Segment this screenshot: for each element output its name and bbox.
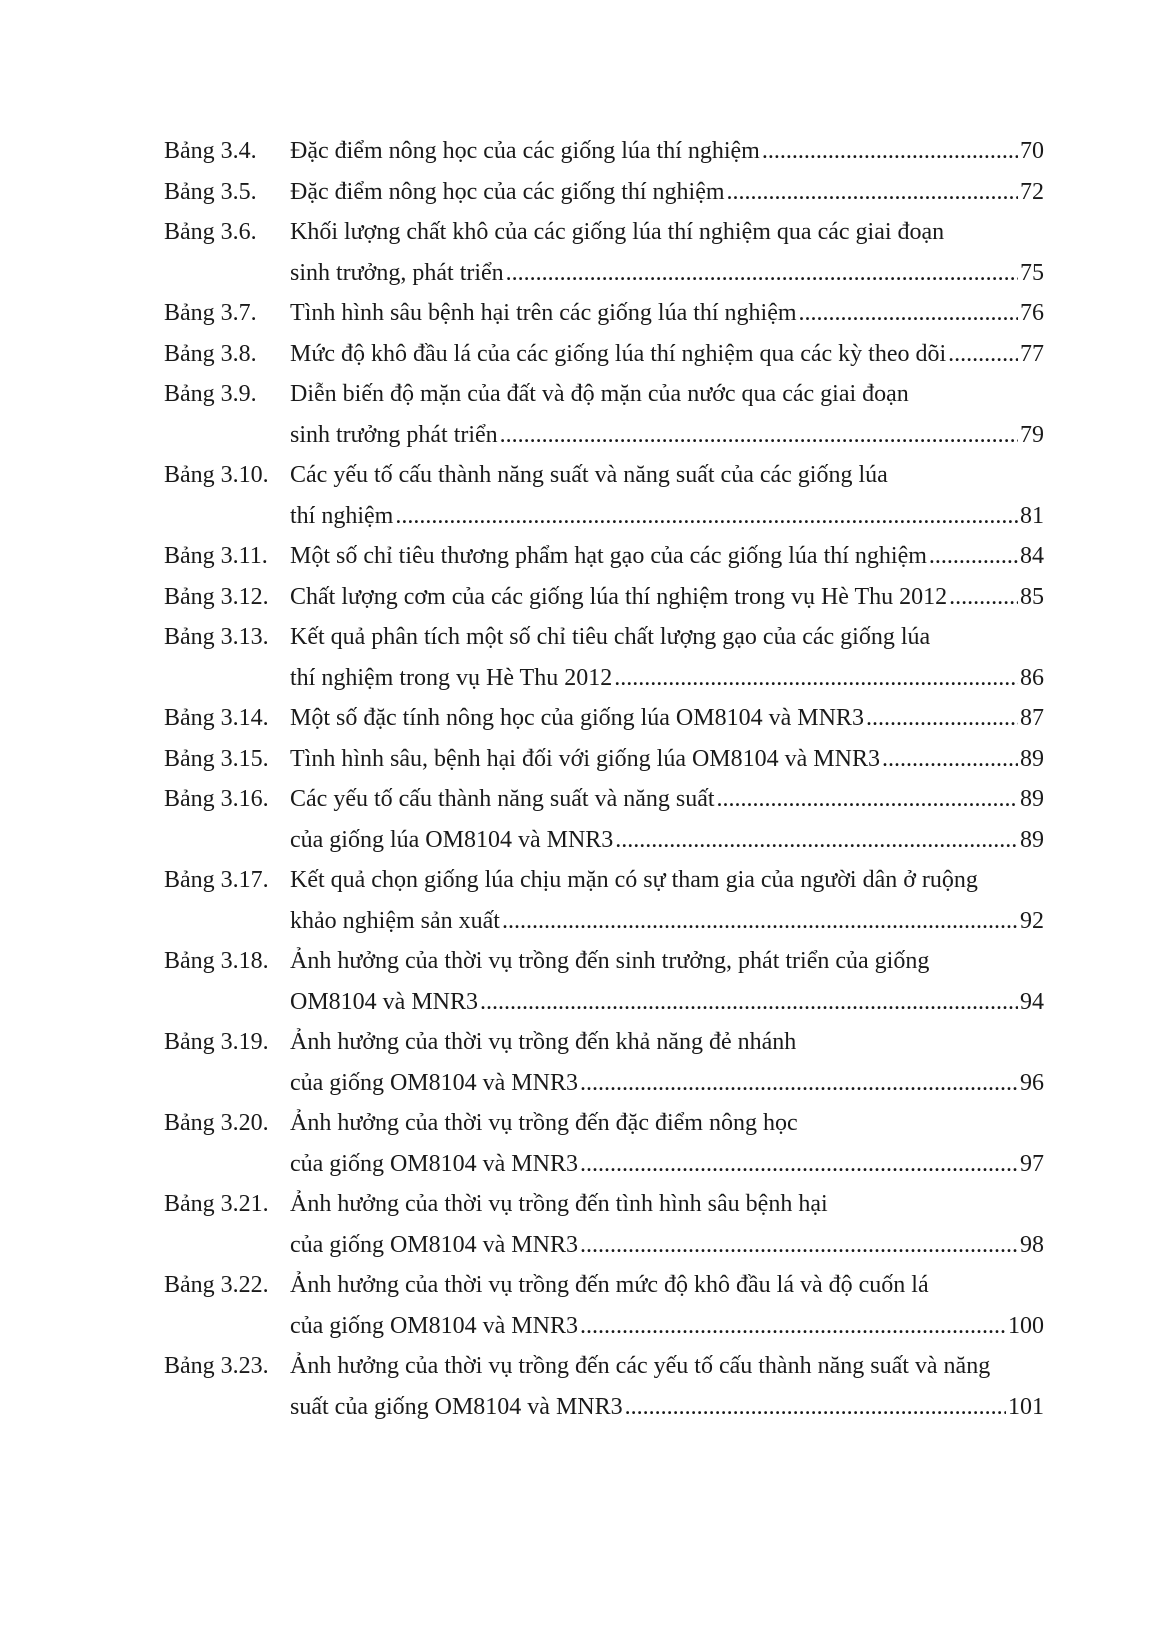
entry-line-with-page [290,253,1044,294]
entry-title: Các yếu tố cấu thành năng suất và năng suất của các giống lúa [290,462,888,488]
page-number: 100 [1008,1312,1044,1339]
entry-title: Ảnh hưởng của thời vụ trồng đến các yếu tố cấu thành năng suất và năng [290,1353,991,1379]
entry-body [290,1265,1044,1346]
page-number: 94 [1020,988,1044,1015]
entry-line-with-page [290,779,1044,820]
entry-body [290,577,1044,618]
table-number: Bảng 3.22. [164,1272,269,1298]
page-number: 89 [1020,745,1044,772]
dot-leader [615,820,1018,861]
entry-title: sinh trưởng, phát triển [290,259,504,286]
dot-leader [614,658,1018,699]
entry-line-with-page [290,131,1044,172]
entry-title: Đặc điểm nông học của các giống lúa thí nghiệm [290,138,760,164]
page-number: 81 [1020,502,1044,529]
toc-entry[interactable] [164,334,1044,375]
page-number: 84 [1020,543,1044,569]
table-number: Bảng 3.13. [164,624,269,650]
dot-leader [580,1225,1018,1266]
toc-entry[interactable] [164,860,1044,941]
dot-leader [580,1144,1018,1185]
page-number: 72 [1020,178,1044,205]
page-number: 76 [1020,300,1044,326]
dot-leader [625,1387,1006,1428]
entry-line [290,374,1044,415]
entry-body [290,617,1044,698]
entry-title: Chất lượng cơm của các giống lúa thí nghiệm trong vụ Hè Thu 2012 [290,583,948,610]
dot-leader [717,779,1018,820]
entry-title: của giống lúa OM8104 và MNR3 [290,826,614,853]
toc-entry[interactable] [164,577,1044,618]
dot-leader [799,293,1018,334]
table-number: Bảng 3.10. [164,462,269,488]
entry-line-with-page [290,1063,1044,1104]
table-number: Bảng 3.8. [164,340,257,367]
table-number: Bảng 3.19. [164,1029,269,1055]
entry-line-with-page [290,536,1044,577]
entry-body [290,172,1044,213]
dot-leader [580,1063,1018,1104]
table-number: Bảng 3.6. [164,219,257,245]
toc-entry[interactable] [164,739,1044,780]
page-number: 97 [1020,1150,1044,1177]
entry-line-with-page [290,1387,1044,1428]
dot-leader [949,577,1018,618]
entry-line [290,941,1044,982]
page-number: 85 [1020,583,1044,610]
page-number: 96 [1020,1069,1044,1096]
entry-body [290,1184,1044,1265]
entry-body [290,455,1044,536]
page-number: 87 [1020,705,1044,731]
page-number: 79 [1020,421,1044,448]
entry-line-with-page [290,820,1044,861]
toc-entry[interactable] [164,941,1044,1022]
entry-line-with-page [290,293,1044,334]
page-number: 70 [1020,138,1044,164]
entry-line-with-page [290,982,1044,1023]
entry-body [290,334,1044,375]
entry-body [290,293,1044,334]
dot-leader [882,739,1018,780]
entry-line-with-page [290,739,1044,780]
entry-line-with-page [290,1225,1044,1266]
entry-line-with-page [290,415,1044,456]
page-number: 86 [1020,664,1044,691]
entry-body [290,739,1044,780]
dot-leader [500,415,1018,456]
entry-body [290,860,1044,941]
entry-title: thí nghiệm trong vụ Hè Thu 2012 [290,664,613,691]
entry-title: Ảnh hưởng của thời vụ trồng đến mức độ khô đầu lá và độ cuốn lá [290,1272,929,1298]
toc-entry[interactable] [164,1184,1044,1265]
toc-entry[interactable] [164,212,1044,293]
entry-body [290,698,1044,739]
entry-line-with-page [290,496,1044,537]
entry-line [290,860,1044,901]
page-number: 89 [1020,786,1044,812]
page-number: 75 [1020,259,1044,286]
dot-leader [480,982,1018,1023]
toc-entry[interactable] [164,293,1044,334]
toc-entry[interactable] [164,1346,1044,1427]
entry-title: Một số chỉ tiêu thương phẩm hạt gạo của các giống lúa thí nghiệm [290,543,927,569]
entry-line-with-page [290,334,1044,375]
entry-line [290,617,1044,658]
entry-line [290,1346,1044,1387]
dot-leader [929,536,1018,577]
entry-body [290,1022,1044,1103]
entry-title: suất của giống OM8104 và MNR3 [290,1393,623,1420]
entry-title: Ảnh hưởng của thời vụ trồng đến khả năng đẻ nhánh [290,1029,797,1055]
entry-title: Kết quả phân tích một số chỉ tiêu chất lượng gạo của các giống lúa [290,624,931,650]
table-number: Bảng 3.20. [164,1110,269,1136]
entry-title: của giống OM8104 và MNR3 [290,1150,578,1177]
entry-body [290,1103,1044,1184]
entry-title: Ảnh hưởng của thời vụ trồng đến đặc điểm nông học [290,1110,798,1136]
table-number: Bảng 3.23. [164,1353,269,1379]
toc-entry[interactable] [164,779,1044,860]
dot-leader [762,131,1018,172]
entry-line-with-page [290,1144,1044,1185]
entry-title: Khối lượng chất khô của các giống lúa thí nghiệm qua các giai đoạn [290,219,945,245]
entry-title: Một số đặc tính nông học của giống lúa OM8104 và MNR3 [290,705,864,731]
toc-entry[interactable] [164,698,1044,739]
dot-leader [580,1306,1006,1347]
entry-line-with-page [290,901,1044,942]
table-number: Bảng 3.18. [164,948,269,974]
dot-leader [502,901,1018,942]
entry-body [290,941,1044,1022]
entry-body [290,212,1044,293]
dot-leader [866,698,1018,739]
entry-body [290,131,1044,172]
entry-title: của giống OM8104 và MNR3 [290,1069,578,1096]
page-number: 101 [1008,1393,1044,1420]
table-number: Bảng 3.4. [164,138,257,164]
page-number: 98 [1020,1231,1044,1258]
table-number: Bảng 3.16. [164,786,269,812]
toc-entry[interactable] [164,131,1044,172]
entry-line [290,1265,1044,1306]
entry-body [290,1346,1044,1427]
entry-title: sinh trưởng phát triển [290,421,498,448]
page-number: 89 [1020,826,1044,853]
toc-entry[interactable] [164,1265,1044,1346]
table-of-contents [164,131,1044,1427]
toc-entry[interactable] [164,1103,1044,1184]
table-number: Bảng 3.17. [164,867,269,893]
entry-line [290,1184,1044,1225]
table-number: Bảng 3.14. [164,705,269,731]
entry-title: Ảnh hưởng của thời vụ trồng đến tình hình sâu bệnh hại [290,1191,828,1217]
table-number: Bảng 3.12. [164,583,269,610]
entry-title: của giống OM8104 và MNR3 [290,1231,578,1258]
table-number: Bảng 3.11. [164,543,268,569]
dot-leader [727,172,1018,213]
toc-entry[interactable] [164,536,1044,577]
entry-title: thí nghiệm [290,502,394,529]
dot-leader [395,496,1018,537]
entry-title: Đặc điểm nông học của các giống thí nghiệm [290,178,725,205]
toc-entry[interactable] [164,374,1044,455]
entry-title: Mức độ khô đầu lá của các giống lúa thí nghiệm qua các kỳ theo dõi [290,340,947,367]
table-number: Bảng 3.5. [164,178,257,205]
entry-line-with-page [290,577,1044,618]
entry-title: của giống OM8104 và MNR3 [290,1312,578,1339]
entry-line [290,1022,1044,1063]
entry-line-with-page [290,172,1044,213]
toc-entry[interactable] [164,455,1044,536]
toc-entry[interactable] [164,617,1044,698]
dot-leader [506,253,1018,294]
dot-leader [948,334,1018,375]
entry-title: Ảnh hưởng của thời vụ trồng đến sinh trưởng, phát triển của giống [290,948,930,974]
entry-title: Diễn biến độ mặn của đất và độ mặn của nước qua các giai đoạn [290,381,909,407]
entry-title: khảo nghiệm sản xuất [290,907,500,934]
table-number: Bảng 3.15. [164,745,269,772]
entry-line [290,1103,1044,1144]
table-number: Bảng 3.9. [164,381,257,407]
entry-line [290,455,1044,496]
toc-entry[interactable] [164,172,1044,213]
page-number: 77 [1020,340,1044,367]
entry-line-with-page [290,698,1044,739]
entry-title: Tình hình sâu, bệnh hại đối với giống lúa OM8104 và MNR3 [290,745,880,772]
table-number: Bảng 3.21. [164,1191,269,1217]
table-number: Bảng 3.7. [164,300,257,326]
entry-title: Các yếu tố cấu thành năng suất và năng suất [290,786,715,812]
entry-body [290,779,1044,860]
entry-line-with-page [290,1306,1044,1347]
entry-title: OM8104 và MNR3 [290,988,479,1015]
entry-title: Kết quả chọn giống lúa chịu mặn có sự tham gia của người dân ở ruộng [290,867,978,893]
entry-line-with-page [290,658,1044,699]
page-number: 92 [1020,907,1044,934]
entry-body [290,374,1044,455]
toc-entry[interactable] [164,1022,1044,1103]
entry-line [290,212,1044,253]
entry-body [290,536,1044,577]
entry-title: Tình hình sâu bệnh hại trên các giống lúa thí nghiệm [290,300,797,326]
